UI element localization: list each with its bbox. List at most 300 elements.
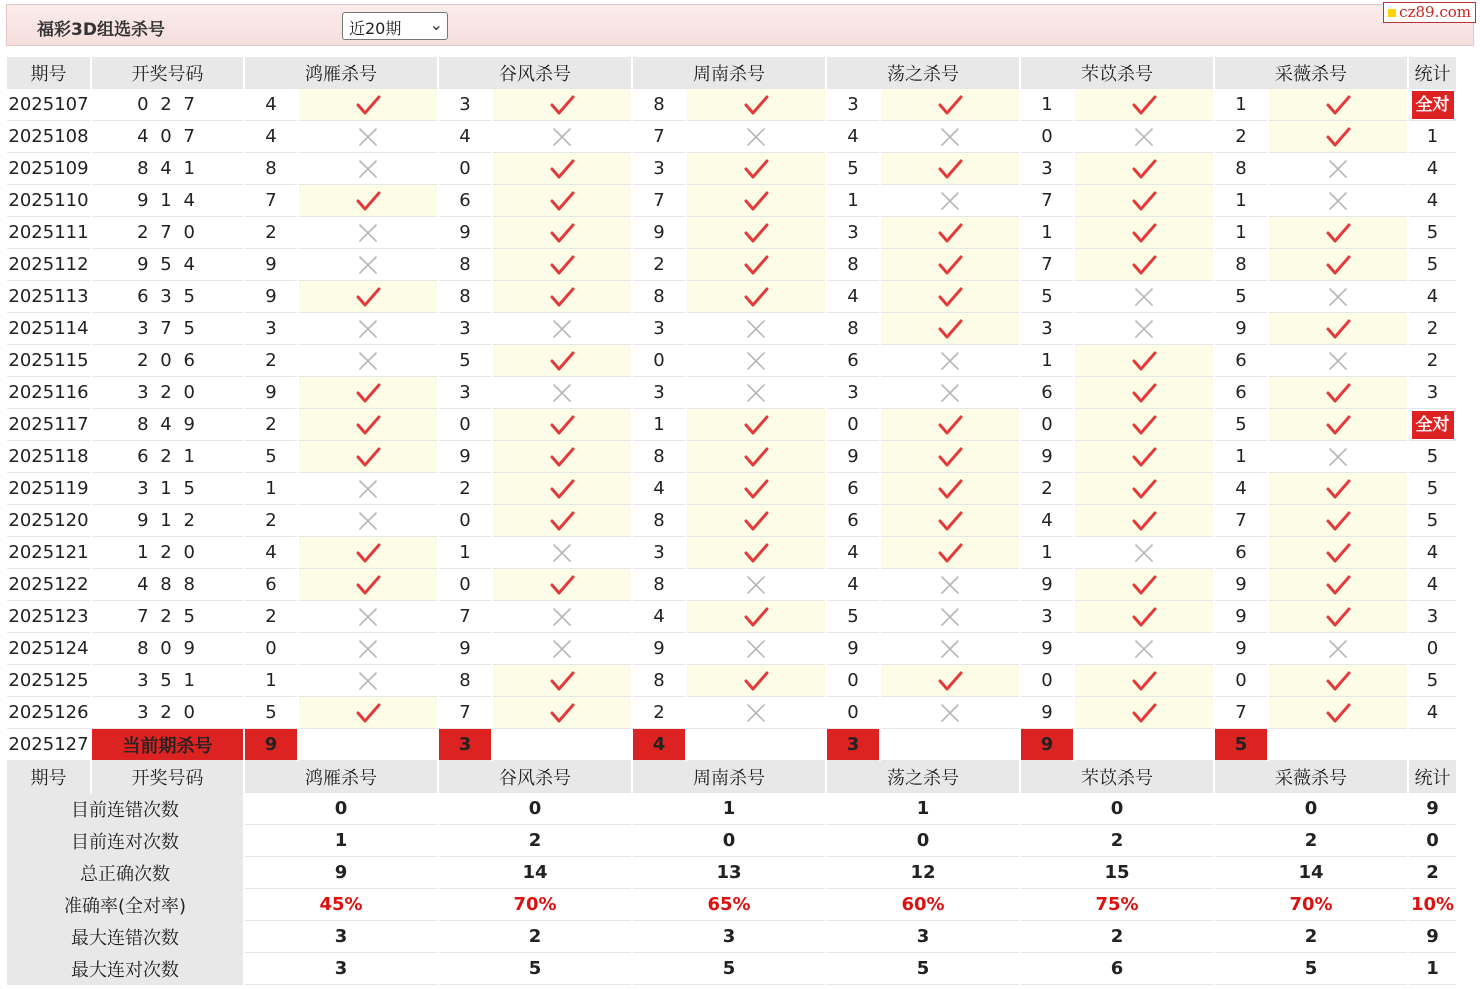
check-icon [549, 94, 575, 116]
kill-number-cell: 6 [1215, 377, 1267, 409]
result-mark-cell [881, 185, 1019, 217]
cross-icon [937, 350, 963, 372]
summary-label: 目前连错次数 [7, 793, 243, 825]
table-row [7, 505, 1456, 537]
kill-number-cell: 0 [1021, 409, 1073, 441]
check-icon [937, 318, 963, 340]
summary-value: 1 [633, 793, 825, 825]
stat-cell: 5 [1409, 249, 1456, 281]
result-mark-cell [687, 505, 825, 537]
cross-icon [743, 350, 769, 372]
draw-number-cell: 8 4 9 [92, 409, 243, 441]
table-row [7, 473, 1456, 505]
cross-icon [937, 702, 963, 724]
kill-number-cell: 6 [1215, 345, 1267, 377]
result-mark-cell [1075, 153, 1213, 185]
result-mark-cell [1269, 505, 1407, 537]
check-icon [1325, 318, 1351, 340]
col-header-issue: 期号 [7, 761, 90, 793]
check-icon [549, 670, 575, 692]
summary-row [7, 825, 1456, 857]
kill-number-cell: 7 [1215, 697, 1267, 729]
stat-cell: 5 [1409, 217, 1456, 249]
result-mark-cell [881, 601, 1019, 633]
result-mark-cell [687, 185, 825, 217]
check-icon [937, 670, 963, 692]
cross-icon [937, 126, 963, 148]
draw-number-cell: 2 7 0 [92, 217, 243, 249]
result-mark-cell [881, 121, 1019, 153]
col-header-expert: 鸿雁杀号 [245, 761, 437, 793]
check-icon [1325, 574, 1351, 596]
issue-cell: 2025117 [7, 409, 90, 441]
check-icon [1325, 606, 1351, 628]
result-mark-cell [1075, 441, 1213, 473]
result-mark-cell [493, 569, 631, 601]
cross-icon [549, 638, 575, 660]
current-kill-label: 当前期杀号 [92, 729, 243, 761]
result-mark-cell [881, 505, 1019, 537]
result-mark-cell [1075, 185, 1213, 217]
empty-mark-cell [687, 729, 825, 761]
summary-stat-value: 0 [1409, 825, 1456, 857]
issue-cell: 2025123 [7, 601, 90, 633]
stat-cell: 3 [1409, 377, 1456, 409]
cross-icon [355, 158, 381, 180]
draw-number-cell: 3 2 0 [92, 697, 243, 729]
kill-number-cell: 0 [827, 697, 879, 729]
result-mark-cell [493, 665, 631, 697]
kill-number-cell: 8 [245, 153, 297, 185]
all-correct-badge: 全对 [1412, 91, 1454, 119]
result-mark-cell [881, 473, 1019, 505]
check-icon [549, 478, 575, 500]
summary-value: 0 [633, 825, 825, 857]
result-mark-cell [1269, 281, 1407, 313]
kill-number-cell: 8 [439, 281, 491, 313]
summary-stat-value: 9 [1409, 921, 1456, 953]
check-icon [355, 382, 381, 404]
kill-number-cell: 0 [439, 505, 491, 537]
result-mark-cell [881, 665, 1019, 697]
stat-cell: 5 [1409, 665, 1456, 697]
summary-value: 5 [633, 953, 825, 985]
check-icon [1131, 574, 1157, 596]
stat-cell: 1 [1409, 121, 1456, 153]
kill-number-cell: 0 [439, 153, 491, 185]
summary-row [7, 793, 1456, 825]
kill-number-cell: 8 [439, 665, 491, 697]
result-mark-cell [687, 697, 825, 729]
table-row [7, 281, 1456, 313]
kill-number-cell: 3 [827, 217, 879, 249]
cross-icon [937, 574, 963, 596]
issue-cell: 2025125 [7, 665, 90, 697]
stat-cell: 2 [1409, 345, 1456, 377]
kill-number-cell: 2 [245, 409, 297, 441]
check-icon [743, 286, 769, 308]
cross-icon [549, 382, 575, 404]
issue-cell: 2025122 [7, 569, 90, 601]
check-icon [355, 286, 381, 308]
kill-number-cell: 1 [245, 665, 297, 697]
kill-number-cell: 1 [633, 409, 685, 441]
kill-number-cell: 6 [827, 505, 879, 537]
check-icon [549, 190, 575, 212]
check-icon [937, 478, 963, 500]
page-title: 福彩3D组选杀号 [37, 20, 165, 40]
result-mark-cell [687, 377, 825, 409]
col-header-expert: 谷风杀号 [439, 57, 631, 89]
summary-value: 0 [1215, 793, 1407, 825]
result-mark-cell [881, 313, 1019, 345]
summary-value: 1 [245, 825, 437, 857]
kill-number-cell: 9 [1215, 313, 1267, 345]
kill-number-cell: 7 [1215, 505, 1267, 537]
stat-cell [1409, 89, 1456, 121]
result-mark-cell [493, 537, 631, 569]
result-mark-cell [1075, 665, 1213, 697]
result-mark-cell [1269, 89, 1407, 121]
cross-icon [937, 606, 963, 628]
result-mark-cell [687, 345, 825, 377]
issue-cell: 2025126 [7, 697, 90, 729]
result-mark-cell [493, 249, 631, 281]
check-icon [549, 574, 575, 596]
draw-number-cell: 3 2 0 [92, 377, 243, 409]
kill-number-cell: 7 [1021, 185, 1073, 217]
result-mark-cell [687, 153, 825, 185]
summary-value: 70% [439, 889, 631, 921]
result-mark-cell [687, 569, 825, 601]
result-mark-cell [1269, 153, 1407, 185]
table-row [7, 601, 1456, 633]
kill-number-cell: 2 [633, 249, 685, 281]
kill-number-cell: 9 [1215, 569, 1267, 601]
kill-number-cell: 5 [1215, 409, 1267, 441]
kill-number-cell: 3 [439, 89, 491, 121]
check-icon [1325, 510, 1351, 532]
result-mark-cell [493, 313, 631, 345]
all-correct-badge: 全对 [1412, 411, 1454, 439]
summary-value: 5 [439, 953, 631, 985]
kill-number-cell: 3 [439, 377, 491, 409]
cross-icon [355, 126, 381, 148]
cross-icon [549, 318, 575, 340]
cross-icon [355, 670, 381, 692]
draw-number-cell: 8 4 1 [92, 153, 243, 185]
check-icon [1131, 510, 1157, 532]
issue-cell: 2025113 [7, 281, 90, 313]
kill-number-cell: 1 [1021, 217, 1073, 249]
summary-value: 45% [245, 889, 437, 921]
col-header-draw: 开奖号码 [92, 761, 243, 793]
result-mark-cell [493, 505, 631, 537]
kill-number-cell: 1 [1215, 185, 1267, 217]
result-mark-cell [881, 281, 1019, 313]
table-row [7, 441, 1456, 473]
col-header-issue: 期号 [7, 57, 90, 89]
result-mark-cell [299, 441, 437, 473]
kill-number-cell: 9 [633, 633, 685, 665]
result-mark-cell [493, 377, 631, 409]
kill-number-cell: 9 [439, 441, 491, 473]
col-header-expert: 采薇杀号 [1215, 761, 1407, 793]
current-kill-number: 3 [827, 729, 879, 761]
col-header-expert: 周南杀号 [633, 761, 825, 793]
kill-number-cell: 6 [1021, 377, 1073, 409]
draw-number-cell: 4 8 8 [92, 569, 243, 601]
result-mark-cell [299, 249, 437, 281]
summary-value: 3 [633, 921, 825, 953]
draw-number-cell: 6 2 1 [92, 441, 243, 473]
result-mark-cell [881, 89, 1019, 121]
col-header-stat: 统计 [1409, 761, 1456, 793]
kill-number-cell: 1 [439, 537, 491, 569]
check-icon [743, 542, 769, 564]
summary-label: 目前连对次数 [7, 825, 243, 857]
check-icon [1131, 478, 1157, 500]
summary-value: 15 [1021, 857, 1213, 889]
brand-square-icon [1388, 9, 1396, 17]
result-mark-cell [881, 345, 1019, 377]
issue-cell: 2025115 [7, 345, 90, 377]
check-icon [743, 606, 769, 628]
cross-icon [743, 638, 769, 660]
stat-cell: 2 [1409, 313, 1456, 345]
issue-cell: 2025114 [7, 313, 90, 345]
result-mark-cell [299, 377, 437, 409]
result-mark-cell [687, 633, 825, 665]
kill-number-cell: 8 [1215, 153, 1267, 185]
brand-logo[interactable] [1383, 2, 1476, 23]
check-icon [549, 510, 575, 532]
summary-value: 0 [827, 825, 1019, 857]
kill-number-cell: 0 [1021, 665, 1073, 697]
result-mark-cell [881, 569, 1019, 601]
kill-number-cell: 2 [245, 345, 297, 377]
kill-number-cell: 5 [245, 441, 297, 473]
result-mark-cell [1269, 537, 1407, 569]
result-mark-cell [687, 409, 825, 441]
check-icon [1131, 414, 1157, 436]
col-header-expert: 周南杀号 [633, 57, 825, 89]
kill-number-cell: 4 [827, 281, 879, 313]
cross-icon [1131, 638, 1157, 660]
kill-number-cell: 9 [1215, 601, 1267, 633]
result-mark-cell [493, 153, 631, 185]
kill-number-cell: 3 [633, 313, 685, 345]
stat-cell [1409, 409, 1456, 441]
issue-cell: 2025124 [7, 633, 90, 665]
summary-label: 最大连错次数 [7, 921, 243, 953]
result-mark-cell [881, 697, 1019, 729]
check-icon [937, 542, 963, 564]
table-row [7, 537, 1456, 569]
result-mark-cell [493, 473, 631, 505]
result-mark-cell [687, 601, 825, 633]
check-icon [549, 254, 575, 276]
summary-value: 14 [1215, 857, 1407, 889]
draw-number-cell: 9 1 2 [92, 505, 243, 537]
issue-cell: 2025108 [7, 121, 90, 153]
kill-number-cell: 4 [245, 89, 297, 121]
summary-value: 1 [827, 793, 1019, 825]
kill-number-cell: 5 [245, 697, 297, 729]
kill-number-cell: 2 [1215, 121, 1267, 153]
check-icon [1325, 126, 1351, 148]
result-mark-cell [687, 281, 825, 313]
period-select[interactable] [342, 12, 448, 40]
kill-number-cell: 4 [827, 569, 879, 601]
result-mark-cell [687, 313, 825, 345]
cross-icon [743, 702, 769, 724]
result-mark-cell [299, 537, 437, 569]
current-kill-number: 5 [1215, 729, 1267, 761]
kill-number-cell: 4 [1215, 473, 1267, 505]
check-icon [937, 446, 963, 468]
kill-number-cell: 4 [633, 473, 685, 505]
issue-cell: 2025121 [7, 537, 90, 569]
kill-number-cell: 5 [827, 153, 879, 185]
kill-number-cell: 1 [1021, 89, 1073, 121]
col-header-draw: 开奖号码 [92, 57, 243, 89]
summary-row [7, 889, 1456, 921]
result-mark-cell [493, 185, 631, 217]
kill-number-cell: 0 [1021, 121, 1073, 153]
kill-number-cell: 1 [827, 185, 879, 217]
cross-icon [743, 574, 769, 596]
kill-number-cell: 0 [827, 665, 879, 697]
table-row [7, 633, 1456, 665]
table-row [7, 345, 1456, 377]
kill-number-cell: 8 [827, 313, 879, 345]
kill-number-cell: 2 [1021, 473, 1073, 505]
result-mark-cell [687, 89, 825, 121]
result-mark-cell [1269, 217, 1407, 249]
result-mark-cell [493, 345, 631, 377]
kill-number-cell: 0 [439, 409, 491, 441]
table-row [7, 377, 1456, 409]
cross-icon [355, 510, 381, 532]
summary-value: 5 [827, 953, 1019, 985]
cross-icon [1325, 638, 1351, 660]
result-mark-cell [299, 121, 437, 153]
check-icon [937, 222, 963, 244]
check-icon [1325, 542, 1351, 564]
summary-value: 2 [439, 825, 631, 857]
kill-number-cell: 8 [633, 281, 685, 313]
result-mark-cell [299, 153, 437, 185]
cross-icon [355, 478, 381, 500]
kill-number-cell: 0 [633, 345, 685, 377]
table-row [7, 313, 1456, 345]
summary-value: 2 [439, 921, 631, 953]
col-header-expert: 荡之杀号 [827, 761, 1019, 793]
kill-number-cell: 1 [1021, 537, 1073, 569]
stat-cell: 3 [1409, 601, 1456, 633]
result-mark-cell [299, 505, 437, 537]
draw-number-cell: 6 3 5 [92, 281, 243, 313]
summary-value: 2 [1215, 921, 1407, 953]
check-icon [743, 446, 769, 468]
cross-icon [937, 382, 963, 404]
kill-number-cell: 1 [1215, 89, 1267, 121]
col-header-expert: 芣苡杀号 [1021, 57, 1213, 89]
kill-number-cell: 0 [1215, 665, 1267, 697]
result-mark-cell [493, 409, 631, 441]
brand-text: cz89.com [1399, 3, 1471, 21]
issue-cell: 2025111 [7, 217, 90, 249]
result-mark-cell [493, 601, 631, 633]
result-mark-cell [687, 121, 825, 153]
stat-cell: 5 [1409, 473, 1456, 505]
result-mark-cell [493, 121, 631, 153]
summary-value: 6 [1021, 953, 1213, 985]
table-row [7, 409, 1456, 441]
result-mark-cell [1269, 185, 1407, 217]
current-issue-cell: 2025127 [7, 729, 90, 761]
result-mark-cell [299, 185, 437, 217]
kill-number-cell: 4 [245, 121, 297, 153]
kill-number-cell: 9 [245, 377, 297, 409]
result-mark-cell [1269, 633, 1407, 665]
table-row [7, 697, 1456, 729]
check-icon [1325, 478, 1351, 500]
kill-number-cell: 9 [1021, 697, 1073, 729]
result-mark-cell [1075, 121, 1213, 153]
kill-number-cell: 9 [827, 633, 879, 665]
cross-icon [743, 126, 769, 148]
summary-value: 65% [633, 889, 825, 921]
cross-icon [549, 126, 575, 148]
cross-icon [1325, 446, 1351, 468]
check-icon [355, 414, 381, 436]
result-mark-cell [1269, 665, 1407, 697]
cross-icon [743, 318, 769, 340]
result-mark-cell [493, 441, 631, 473]
check-icon [1325, 670, 1351, 692]
summary-stat-value: 2 [1409, 857, 1456, 889]
check-icon [1131, 254, 1157, 276]
check-icon [1131, 446, 1157, 468]
issue-cell: 2025116 [7, 377, 90, 409]
kill-number-cell: 2 [439, 473, 491, 505]
draw-number-cell: 9 5 4 [92, 249, 243, 281]
issue-cell: 2025112 [7, 249, 90, 281]
draw-number-cell: 0 2 7 [92, 89, 243, 121]
check-icon [743, 94, 769, 116]
result-mark-cell [1269, 409, 1407, 441]
check-icon [743, 414, 769, 436]
kill-number-cell: 4 [1021, 505, 1073, 537]
cross-icon [355, 350, 381, 372]
kill-number-cell: 5 [1215, 281, 1267, 313]
top-bar [6, 4, 1474, 46]
kill-number-cell: 4 [245, 537, 297, 569]
result-mark-cell [1075, 281, 1213, 313]
result-mark-cell [687, 441, 825, 473]
result-mark-cell [1075, 473, 1213, 505]
kill-number-cell: 8 [633, 441, 685, 473]
result-mark-cell [1075, 505, 1213, 537]
kill-number-cell: 7 [633, 121, 685, 153]
issue-cell: 2025107 [7, 89, 90, 121]
draw-number-cell: 3 1 5 [92, 473, 243, 505]
empty-mark-cell [299, 729, 437, 761]
kill-number-cell: 8 [439, 249, 491, 281]
result-mark-cell [687, 473, 825, 505]
